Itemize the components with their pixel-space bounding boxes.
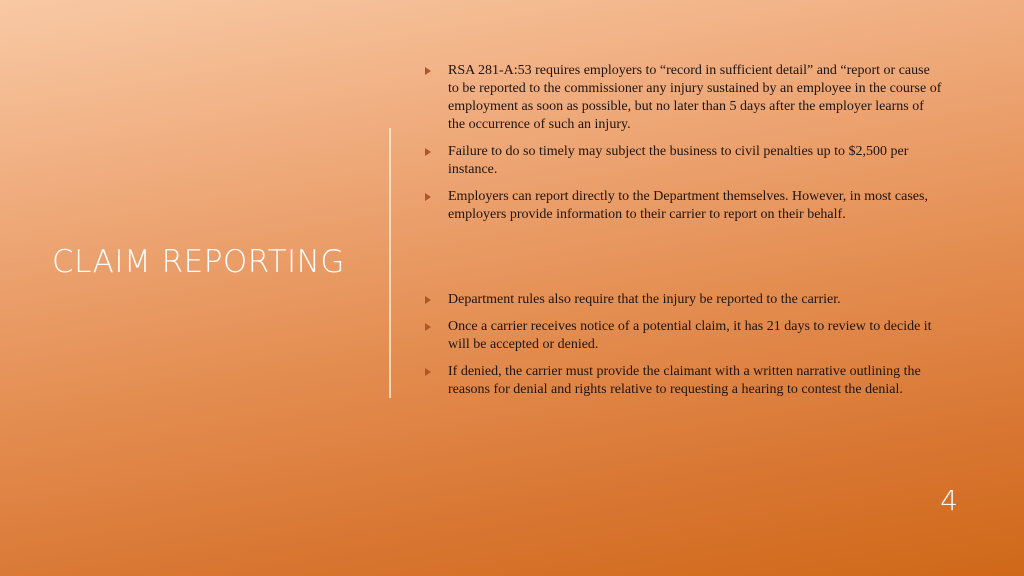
bullet-text: If denied, the carrier must provide the claimant with a written narrative outlining the reasons for denial and rights relative to requesting a hearing to contest the denial.	[448, 364, 921, 397]
bullet-arrow-icon	[425, 323, 431, 331]
bullet-arrow-icon	[425, 148, 431, 156]
bullet-text: RSA 281-A:53 requires employers to “record in sufficient detail” and “report or cause to be reported to the commissioner any injury sustained by an employee in the course of employment as soon as possible, but no later than 5 days after the employer learns of the occurrence of such an injury.	[448, 63, 942, 132]
bullet-text: Employers can report directly to the Department themselves. However, in most cases, employers provide information to their carrier to report on their behalf.	[448, 189, 928, 222]
bullet-arrow-icon	[425, 296, 431, 304]
bullet-list-top	[423, 62, 943, 233]
bullet-text: Once a carrier receives notice of a potential claim, it has 21 days to review to decide it will be accepted or denied.	[448, 319, 932, 352]
bullet-text: Failure to do so timely may subject the business to civil penalties up to $2,500 per instance.	[448, 144, 909, 177]
bullet-list-bottom	[423, 291, 943, 408]
page-number: 4	[940, 484, 958, 517]
bullet-item	[423, 291, 943, 309]
bullet-arrow-icon	[425, 368, 431, 376]
vertical-divider	[389, 128, 391, 398]
bullet-text: Department rules also require that the injury be reported to the carrier.	[448, 292, 841, 307]
bullet-item	[423, 188, 943, 224]
bullet-arrow-icon	[425, 67, 431, 75]
bullet-item	[423, 143, 943, 179]
bullet-item	[423, 363, 943, 399]
bullet-item	[423, 62, 943, 134]
bullet-arrow-icon	[425, 193, 431, 201]
bullet-item	[423, 318, 943, 354]
slide-title: CLAIM REPORTING	[52, 244, 345, 280]
